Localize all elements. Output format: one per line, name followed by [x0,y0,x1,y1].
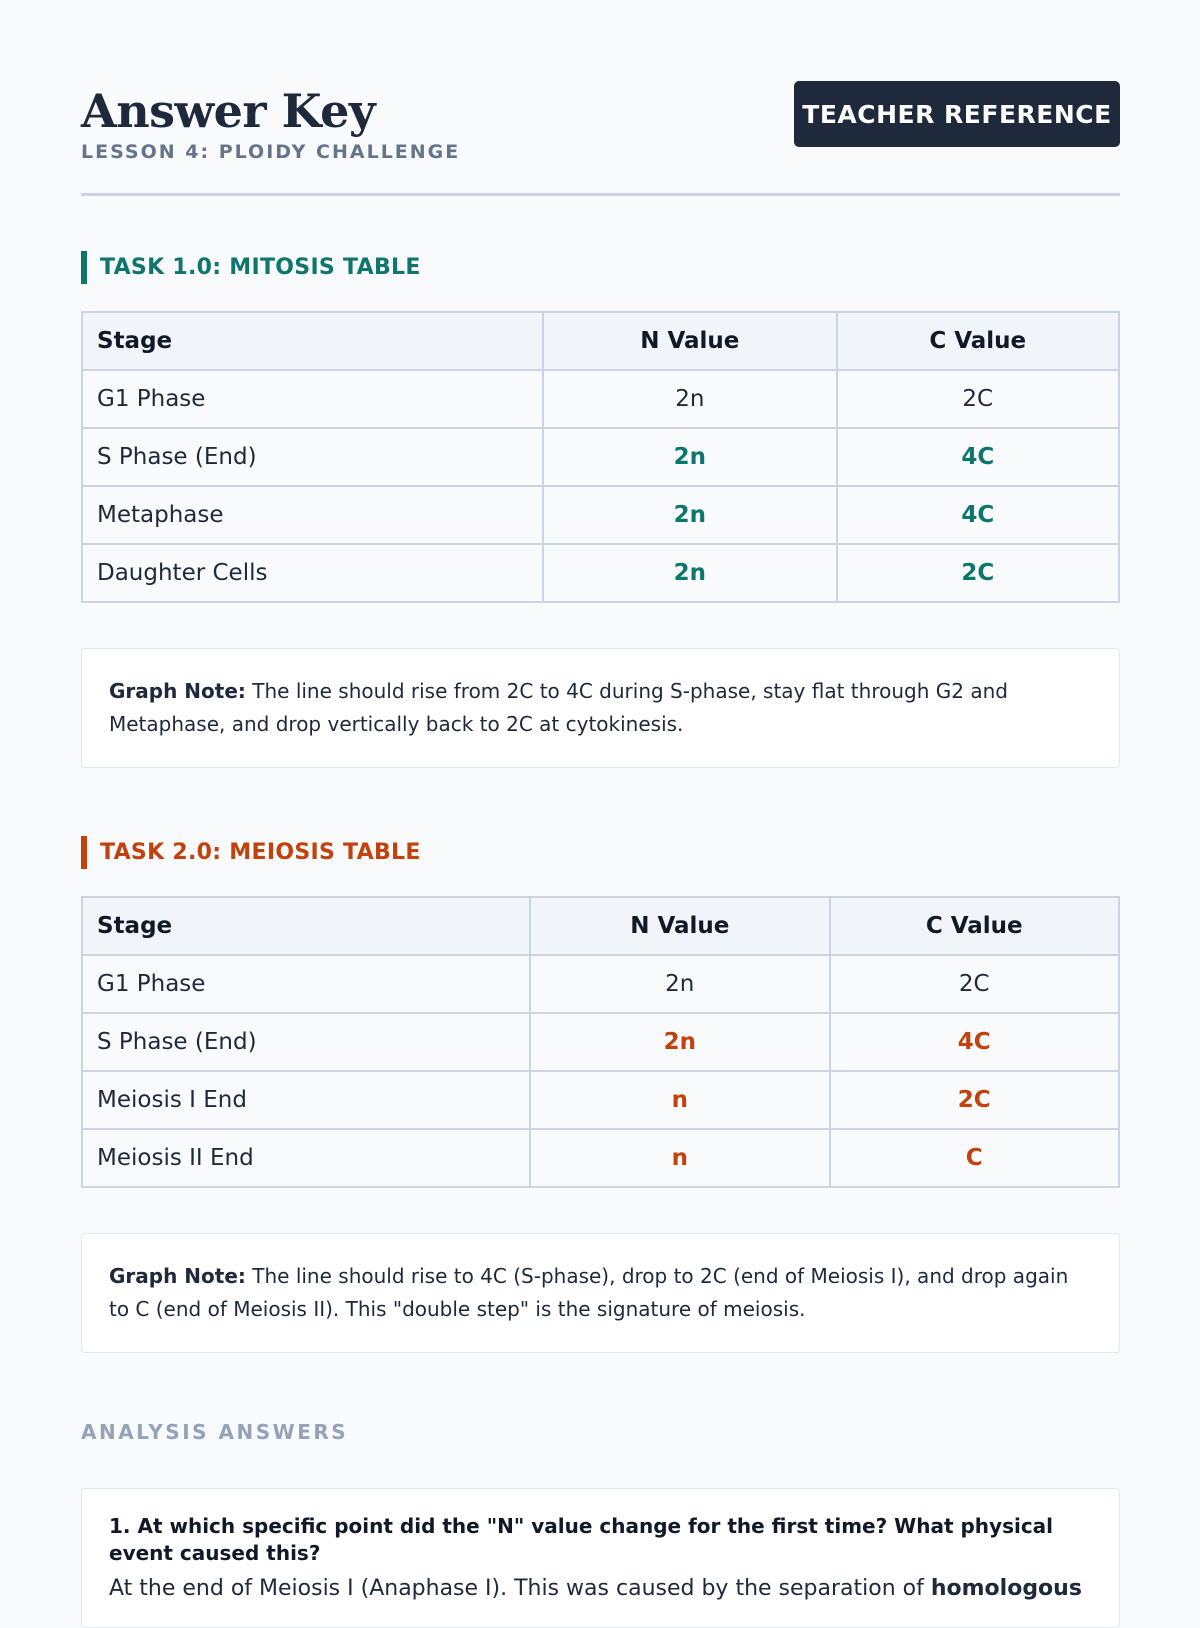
analysis-answer [109,1573,1092,1605]
graph-note-label: Graph Note: [109,1264,246,1288]
graph-note-text: The line should rise from 2C to 4C during S-phase, stay flat through G2 and Metaphase, and drop vertically back to 2C at cytokinesis. [109,679,1008,736]
table-row [82,486,1119,544]
mitosis-table [81,311,1120,603]
n-value-cell: 2n [543,544,836,602]
c-value-cell: C [830,1129,1120,1187]
column-header-stage: Stage [82,897,530,955]
task2-graph-note [81,1233,1120,1353]
table-row [82,955,1119,1013]
table-row [82,1071,1119,1129]
task2-heading-text: TASK 2.0: MEIOSIS TABLE [100,840,421,865]
table-row [82,1129,1119,1187]
table-header-row [82,897,1119,955]
analysis-section-label: ANALYSIS ANSWERS [81,1420,349,1444]
answer-key-page [81,0,1120,1601]
c-value-cell: 2C [830,955,1120,1013]
column-header-n-value: N Value [543,312,836,370]
c-value-cell: 2C [830,1071,1120,1129]
n-value-cell: 2n [530,1013,829,1071]
stage-cell: S Phase (End) [82,428,543,486]
table-row [82,1013,1119,1071]
page-title: Answer Key [81,84,376,138]
table-header-row [82,312,1119,370]
stage-cell: Metaphase [82,486,543,544]
table-row [82,544,1119,602]
c-value-cell: 4C [837,486,1119,544]
task1-heading-text: TASK 1.0: MITOSIS TABLE [100,255,421,280]
stage-cell: Meiosis I End [82,1071,530,1129]
column-header-stage: Stage [82,312,543,370]
stage-cell: G1 Phase [82,955,530,1013]
stage-cell: S Phase (End) [82,1013,530,1071]
n-value-cell: n [530,1129,829,1187]
column-header-n-value: N Value [530,897,829,955]
c-value-cell: 2C [837,370,1119,428]
table-row [82,370,1119,428]
page-subtitle: LESSON 4: PLOIDY CHALLENGE [81,141,461,163]
analysis-answer-text: At the end of Meiosis I (Anaphase I). This was caused by the separation of [109,1576,931,1601]
c-value-cell: 2C [837,544,1119,602]
task1-accent-bar [81,251,87,284]
analysis-question: 1. At which specific point did the "N" value change for the first time? What physical event caused this? [109,1514,1054,1565]
analysis-question-card [81,1488,1120,1628]
n-value-cell: 2n [530,955,829,1013]
n-value-cell: 2n [543,486,836,544]
column-header-c-value: C Value [837,312,1119,370]
column-header-c-value: C Value [830,897,1120,955]
stage-cell: Meiosis II End [82,1129,530,1187]
graph-note-label: Graph Note: [109,679,246,703]
analysis-answer-highlight: homologous [930,1576,1082,1601]
c-value-cell: 4C [837,428,1119,486]
task1-heading [81,251,421,284]
task2-accent-bar [81,836,87,869]
task1-graph-note [81,648,1120,768]
n-value-cell: 2n [543,370,836,428]
n-value-cell: 2n [543,428,836,486]
teacher-reference-badge: TEACHER REFERENCE [794,81,1120,147]
n-value-cell: n [530,1071,829,1129]
graph-note-text: The line should rise to 4C (S-phase), drop to 2C (end of Meiosis I), and drop again to C (end of Meiosis II). This "double step" is the signature of meiosis. [109,1264,1069,1321]
stage-cell: G1 Phase [82,370,543,428]
c-value-cell: 4C [830,1013,1120,1071]
meiosis-table [81,896,1120,1188]
page-header [81,0,1120,196]
stage-cell: Daughter Cells [82,544,543,602]
table-row [82,428,1119,486]
task2-heading [81,836,421,869]
